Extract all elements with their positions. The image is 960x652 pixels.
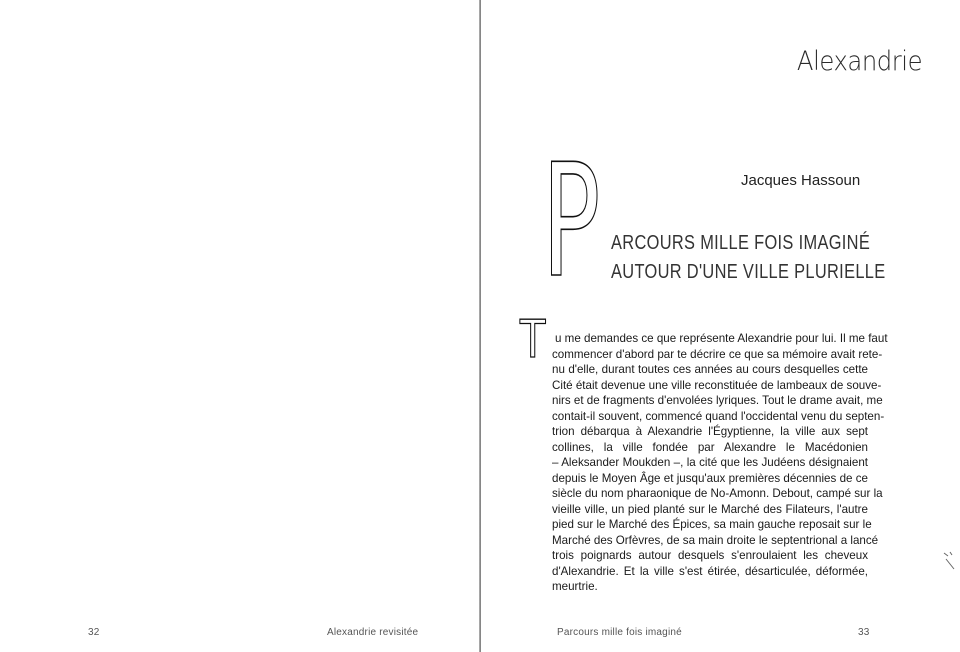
body-line: trois poignards autour desquels s'enroulaient les cheveux (552, 549, 868, 562)
body-line: depuis le Moyen Âge et jusqu'aux premières décennies de ce (552, 471, 868, 485)
body-line: nu d'elle, durant toutes ces années au cours desquelles cette (552, 363, 868, 376)
body-line: meurtrie. (552, 580, 598, 593)
body-line: siècle du nom pharaonique de No-Amonn. Debout, campé sur la (552, 487, 883, 500)
body-line: pied sur le Marché des Épices, sa main gauche reposait sur le (552, 518, 872, 531)
title-initial-letter: P (542, 130, 601, 312)
body-line: Cité était devenue une ville reconstituée de lambeaux de souve- (552, 378, 882, 392)
left-page-number: 32 (88, 627, 100, 638)
running-title: Alexandrie (796, 46, 922, 77)
essay-title (611, 229, 886, 287)
body-line: – Aleksander Moukden –, la cité que les Judéens désignaient (552, 456, 868, 469)
body-line: collines, la ville fondée par Alexandre le Macédonien (552, 440, 868, 454)
left-running-footer: Alexandrie revisitée (327, 627, 419, 638)
body-line: contait-il souvent, commencé quand l'occidental venu du septen- (552, 409, 885, 423)
right-page-number: 33 (858, 627, 870, 638)
body-line: nirs et de fragments d'envolées lyriques. Tout le drame avait, me (552, 394, 883, 407)
essay-title-line-2: AUTOUR D'UNE VILLE PLURIELLE (611, 261, 886, 283)
margin-scribble-icon (940, 547, 958, 573)
body-line: trion débarqua à Alexandrie l'Égyptienne, la ville aux sept (552, 425, 868, 438)
body-line: Marché des Orfèvres, de sa main droite le septentrional a lancé (552, 533, 879, 547)
body-line: u me demandes ce que représente Alexandrie pour lui. Il me faut (555, 332, 888, 345)
right-running-footer: Parcours mille fois imaginé (557, 627, 682, 638)
essay-title-line-1: ARCOURS MILLE FOIS IMAGINÉ (611, 232, 871, 254)
author-name: Jacques Hassoun (741, 172, 861, 189)
essay-body (552, 331, 888, 595)
body-line: commencer d'abord par te décrire ce que sa mémoire avait rete- (552, 347, 883, 361)
body-line: d'Alexandrie. Et la ville s'est étirée, désarticulée, déformée, (552, 564, 868, 578)
drop-cap: T (520, 310, 546, 370)
body-line: vieille ville, un pied planté sur le Marché des Filateurs, l'autre (552, 502, 868, 516)
